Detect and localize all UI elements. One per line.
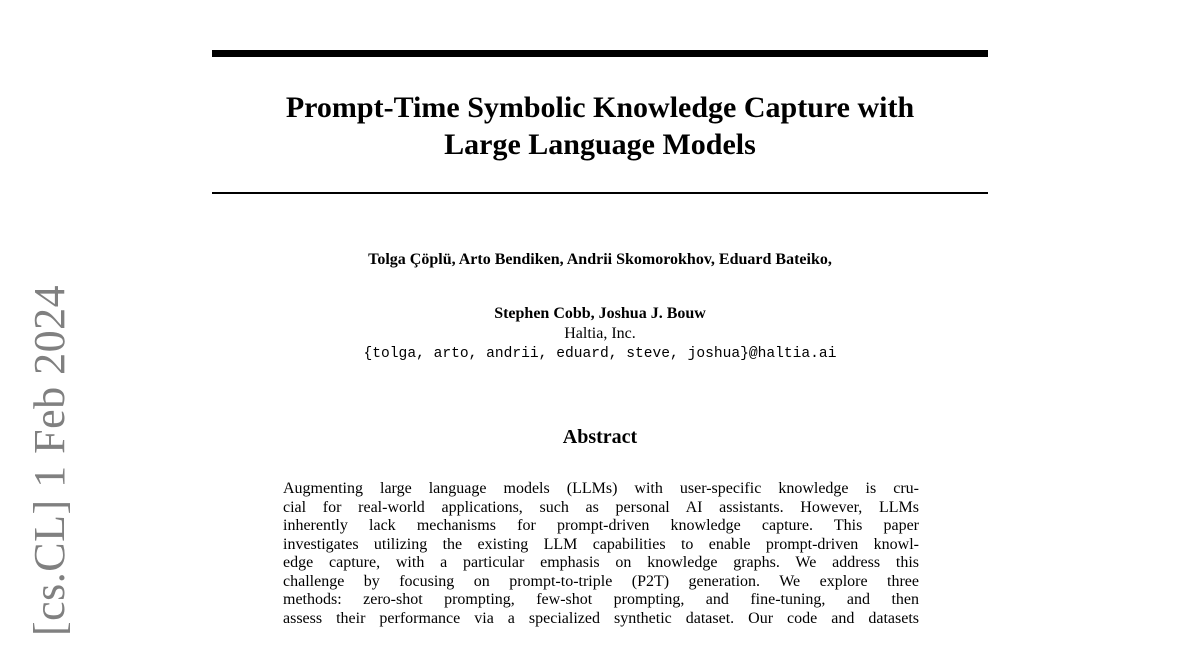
abstract-line: methods: zero-shot prompting, few-shot prompting, and fine-tuning, and then xyxy=(283,591,919,608)
abstract-line: Augmenting large language models (LLMs) with user-specific knowledge is cru- xyxy=(283,480,919,497)
title-top-rule xyxy=(212,50,988,57)
abstract-line: assess their performance via a specialized synthetic dataset. Our code and datasets xyxy=(283,609,919,627)
author-list-line-1: Tolga Çöplü, Arto Bendiken, Andrii Skomorokhov, Eduard Bateiko, xyxy=(368,251,832,268)
abstract-line: challenge by focusing on prompt-to-triple (P2T) generation. We explore three xyxy=(283,572,919,590)
author-list-line-2: Stephen Cobb, Joshua J. Bouw xyxy=(494,305,706,322)
arxiv-side-stamp: [cs.CL] 1 Feb 2024 xyxy=(25,284,74,636)
abstract-line: edge capture, with a particular emphasis on knowledge graphs. We address this xyxy=(283,554,919,571)
paper-title xyxy=(212,89,988,163)
paper-title-line: Large Language Models xyxy=(444,128,756,161)
abstract-line: inherently lack mechanisms for prompt-driven knowledge capture. This paper xyxy=(283,517,919,534)
abstract-heading: Abstract xyxy=(562,426,638,448)
title-bottom-rule xyxy=(212,192,988,194)
author-emails: {tolga, arto, andrii, eduard, steve, joshua}@haltia.ai xyxy=(363,346,837,362)
abstract-body xyxy=(283,480,919,628)
abstract-line: investigates utilizing the existing LLM capabilities to enable prompt-driven knowl- xyxy=(283,535,919,553)
author-block xyxy=(212,304,988,364)
affiliation: Haltia, Inc. xyxy=(564,325,636,342)
paper-title-line: Prompt-Time Symbolic Knowledge Capture with xyxy=(285,91,915,124)
abstract-line: cial for real-world applications, such as personal AI assistants. However, LLMs xyxy=(283,498,919,516)
